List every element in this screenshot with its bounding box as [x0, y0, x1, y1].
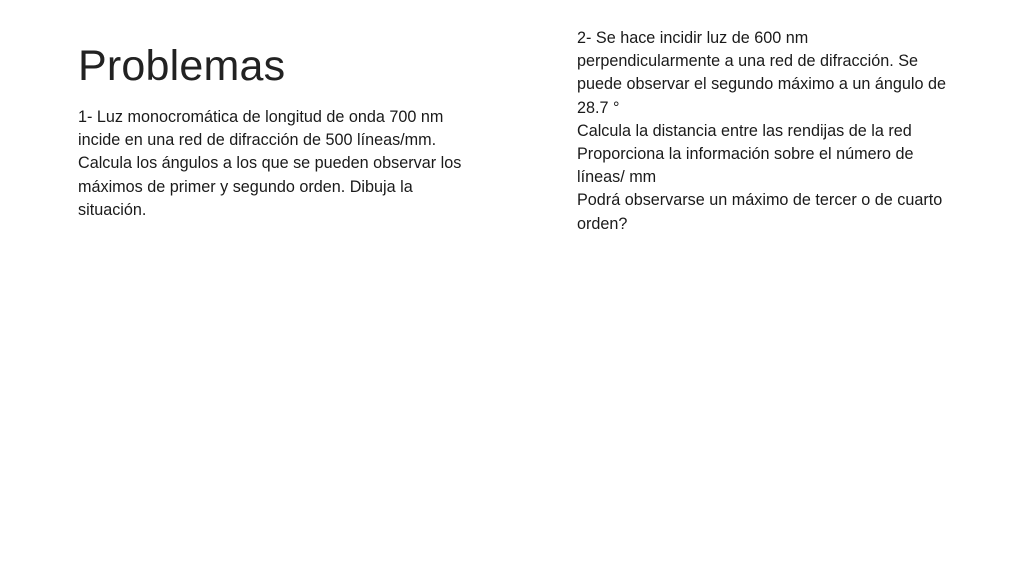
- problem-2-line: Proporciona la información sobre el número de: [577, 145, 914, 164]
- problem-2-line: puede observar el segundo máximo a un ángulo de: [577, 75, 946, 94]
- problem-2-line: 28.7 °: [577, 98, 620, 117]
- problem-1-line: Calcula los ángulos a los que se pueden observar los: [78, 154, 462, 173]
- problem-2-line: 2- Se hace incidir luz de 600 nm: [577, 29, 809, 47]
- problem-1-text: [78, 106, 498, 222]
- problem-2-line: Calcula la distancia entre las rendijas de la red: [577, 121, 912, 140]
- problem-1-line: 1- Luz monocromática de longitud de onda 700 nm: [78, 108, 444, 126]
- problem-1-line: incide en una red de difracción de 500 líneas/mm.: [78, 131, 437, 150]
- problem-1-line: situación.: [78, 200, 147, 219]
- problem-2-text: [577, 27, 987, 236]
- slide-title: Problemas: [78, 42, 286, 90]
- problem-1-line: máximos de primer y segundo orden. Dibuja la: [78, 177, 413, 196]
- problem-2-line: perpendicularmente a una red de difracción. Se: [577, 52, 919, 71]
- problem-2-line: Podrá observarse un máximo de tercer o de cuarto: [577, 191, 943, 210]
- problem-2-line: orden?: [577, 214, 628, 233]
- problem-2-line: líneas/ mm: [577, 168, 657, 187]
